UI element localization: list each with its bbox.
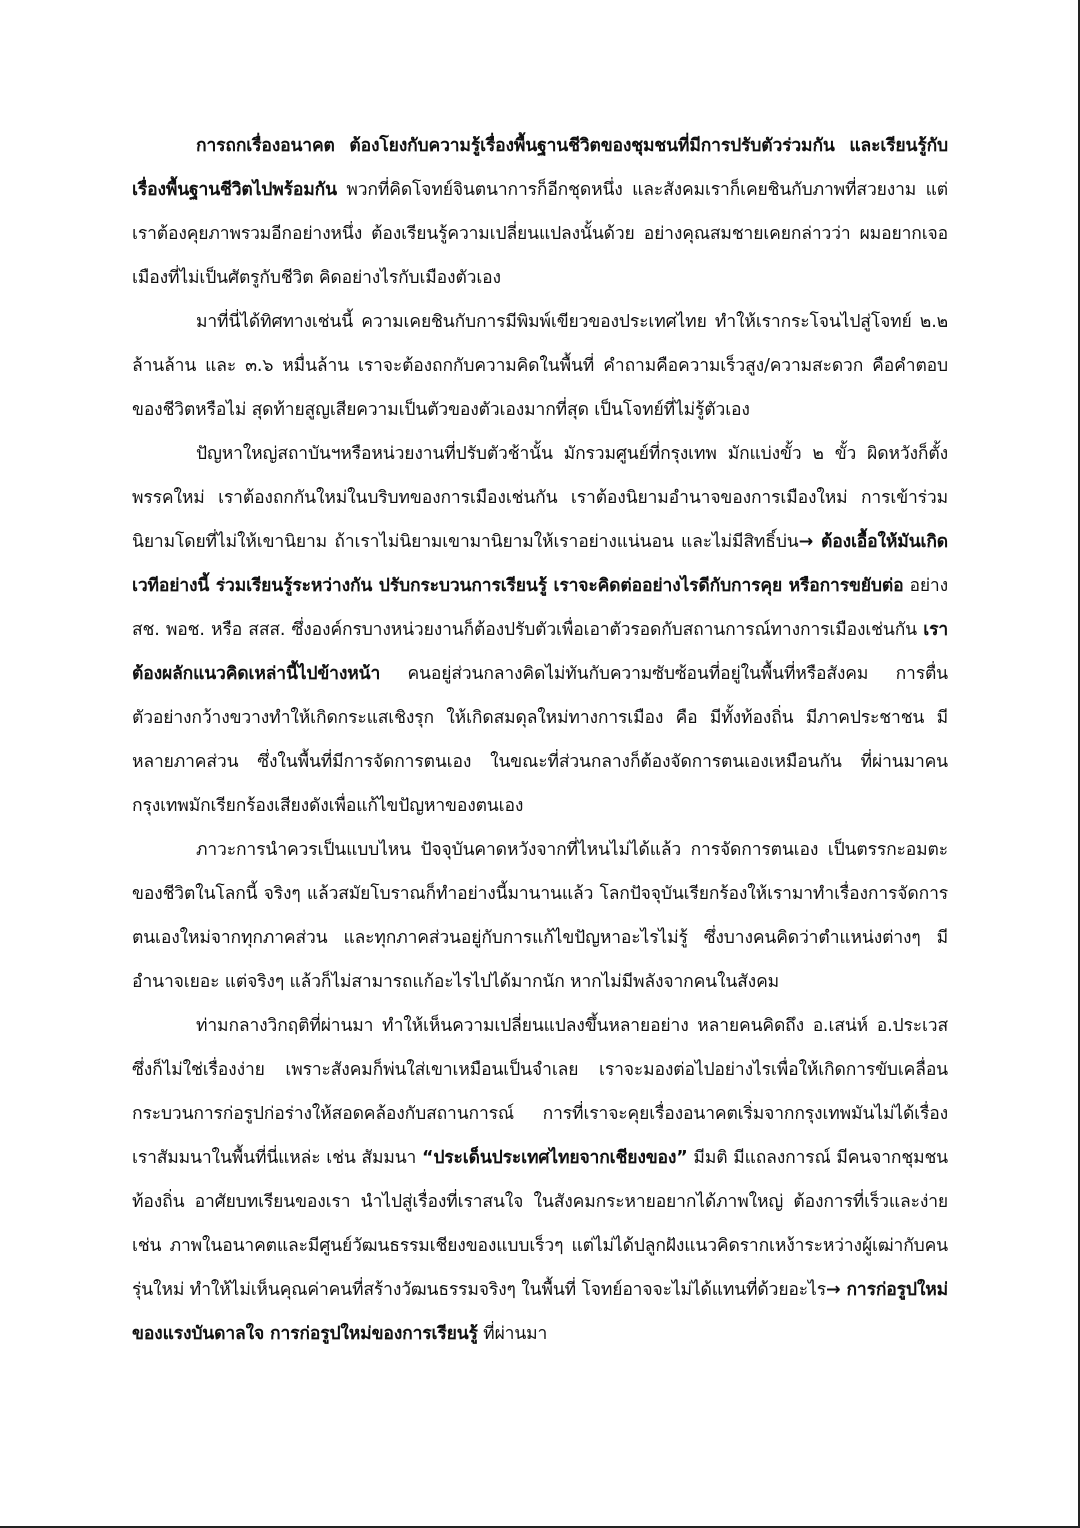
paragraph-1 — [132, 124, 948, 300]
body-text: ท่ามกลางวิกฤติที่ผ่านมา ทำให้เห็นความเปลี่ยนแปลงขึ้นหลายอย่าง หลายคนคิดถึง อ.เสน่ห์ อ.ประเวส ซึ่งก็ไม่ใช่เรื่องง่าย เพราะสังคมก็พ่นใส่เขาเหมือนเป็นจำเลย เราจะมองต่อไปอย่างไรเพื่อให้เกิดการขับเคลื่อนกระบวนการก่อรูปก่อร่างให้สอดคล้องกับสถานการณ์ การที่เราจะคุยเรื่องอนาคตเริ่มจากกรุงเทพมันไม่ได้เรื่อง เราสัมมนาในพื้นที่นี่แหล่ะ เช่น สัมมนา — [132, 1016, 948, 1168]
bold-text: เราต้องผลักแนวคิดเหล่านี้ไปข้างหน้า — [132, 620, 948, 684]
paragraph-3 — [132, 432, 948, 828]
paragraph-4 — [132, 828, 948, 1004]
paragraph-5 — [132, 1004, 948, 1356]
document-body — [132, 124, 948, 1356]
body-text: ที่ผ่านมา — [477, 1324, 548, 1344]
body-text: พวกที่คิดโจทย์จินตนาการก็อีกชุดหนึ่ง และสังคมเราก็เคยชินกับภาพที่สวยงาม แต่เราต้องคุยภาพรวมอีกอย่างหนึ่ง ต้องเรียนรู้ความเปลี่ยนแปลงนั้นด้วย อย่างคุณสมชายเคยกล่าวว่า ผมอยากเจอเมืองที่ไม่เป็นศัตรูกับชีวิต คิดอย่างไรกับเมืองตัวเอง — [132, 180, 948, 288]
bold-text: การถกเรื่องอนาคต ต้องโยงกับความรู้เรื่องพื้นฐานชีวิตของชุมชนที่มีการปรับตัวร่วมกัน และเรียนรู้กับเรื่องพื้นฐานชีวิตไปพร้อมกัน — [132, 136, 948, 200]
body-text: ปัญหาใหญ่สถาบันฯหรือหน่วยงานที่ปรับตัวช้านั้น มักรวมศูนย์ที่กรุงเทพ มักแบ่งขั้ว ๒ ขั้ว ผิดหวังก็ตั้งพรรคใหม่ เราต้องถกกันใหม่ในบริบทของการเมืองเช่นกัน เราต้องนิยามอำนาจของการเมืองใหม่ การเข้าร่วมนิยามโดยที่ไม่ให้เขานิยาม ถ้าเราไม่นิยามเขามานิยามให้เราอย่างแน่นอน และไม่มีสิทธิ์บ่น — [132, 444, 948, 552]
body-text: มาที่นี่ได้ทิศทางเช่นนี้ ความเคยชินกับการมีพิมพ์เขียวของประเทศไทย ทำให้เรากระโจนไปสู่โจทย์ ๒.๒ ล้านล้าน และ ๓.๖ หมื่นล้าน เราจะต้องถกกับความคิดในพื้นที่ คำถามคือความเร็วสูง/ความสะดวก คือคำตอบของชีวิตหรือไม่ สุดท้ายสูญเสียความเป็นตัวของตัวเองมากที่สุด เป็นโจทย์ที่ไม่รู้ตัวเอง — [132, 312, 948, 420]
paragraph-2 — [132, 300, 948, 432]
bold-text: → การก่อรูปใหม่ของแรงบันดาลใจ การก่อรูปใหม่ของการเรียนรู้ — [132, 1280, 948, 1344]
body-text: คนอยู่ส่วนกลางคิดไม่ทันกับความซับซ้อนที่อยู่ในพื้นที่หรือสังคม การตื่นตัวอย่างกว้างขวางทำให้เกิดกระแสเชิงรุก ให้เกิดสมดุลใหม่ทางการเมือง คือ มีทั้งท้องถิ่น มีภาคประชาชน มีหลายภาคส่วน ซึ่งในพื้นที่มีการจัดการตนเอง ในขณะที่ส่วนกลางก็ต้องจัดการตนเองเหมือนกัน ที่ผ่านมาคนกรุงเทพมักเรียกร้องเสียงดังเพื่อแก้ไขปัญหาของตนเอง — [132, 664, 948, 816]
body-text: อย่าง สช. พอช. หรือ สสส. ซึ่งองค์กรบางหน่วยงานก็ต้องปรับตัวเพื่อเอาตัวรอดกับสถานการณ์ทางการเมืองเช่นกัน — [132, 576, 948, 640]
bold-text: “ประเด็นประเทศไทยจากเชียงของ” — [422, 1148, 688, 1168]
bold-text: → ต้องเอื้อให้มันเกิดเวทีอย่างนี้ ร่วมเรียนรู้ระหว่างกัน ปรับกระบวนการเรียนรู้ เราจะคิดต่ออย่างไรดีกับการคุย หรือการขยับต่อ — [132, 532, 948, 596]
body-text: มีมติ มีแถลงการณ์ มีคนจากชุมชนท้องถิ่น อาศัยบทเรียนของเรา นำไปสู่เรื่องที่เราสนใจ ในสังคมกระหายอยากได้ภาพใหญ่ ต้องการที่เร็วและง่าย เช่น ภาพในอนาคตและมีศูนย์วัฒนธรรมเชียงของแบบเร็วๆ แต่ไม่ได้ปลูกฝังแนวคิดรากเหง้าระหว่างผู้เฒ่ากับคนรุ่นใหม่ ทำให้ไม่เห็นคุณค่าคนที่สร้างวัฒนธรรมจริงๆ ในพื้นที่ โจทย์อาจจะไม่ได้แทนที่ด้วยอะไร — [132, 1148, 948, 1300]
body-text: ภาวะการนำควรเป็นแบบไหน ปัจจุบันคาดหวังจากที่ไหนไม่ได้แล้ว การจัดการตนเอง เป็นตรรกะอมตะของชีวิตในโลกนี้ จริงๆ แล้วสมัยโบราณก็ทำอย่างนี้มานานแล้ว โลกปัจจุบันเรียกร้องให้เรามาทำเรื่องการจัดการตนเองใหม่จากทุกภาคส่วน และทุกภาคส่วนอยู่กับการแก้ไขปัญหาอะไรไม่รู้ ซึ่งบางคนคิดว่าตำแหน่งต่างๆ มีอำนาจเยอะ แต่จริงๆ แล้วก็ไม่สามารถแก้อะไรไปได้มากนัก หากไม่มีพลังจากคนในสังคม — [132, 840, 948, 992]
